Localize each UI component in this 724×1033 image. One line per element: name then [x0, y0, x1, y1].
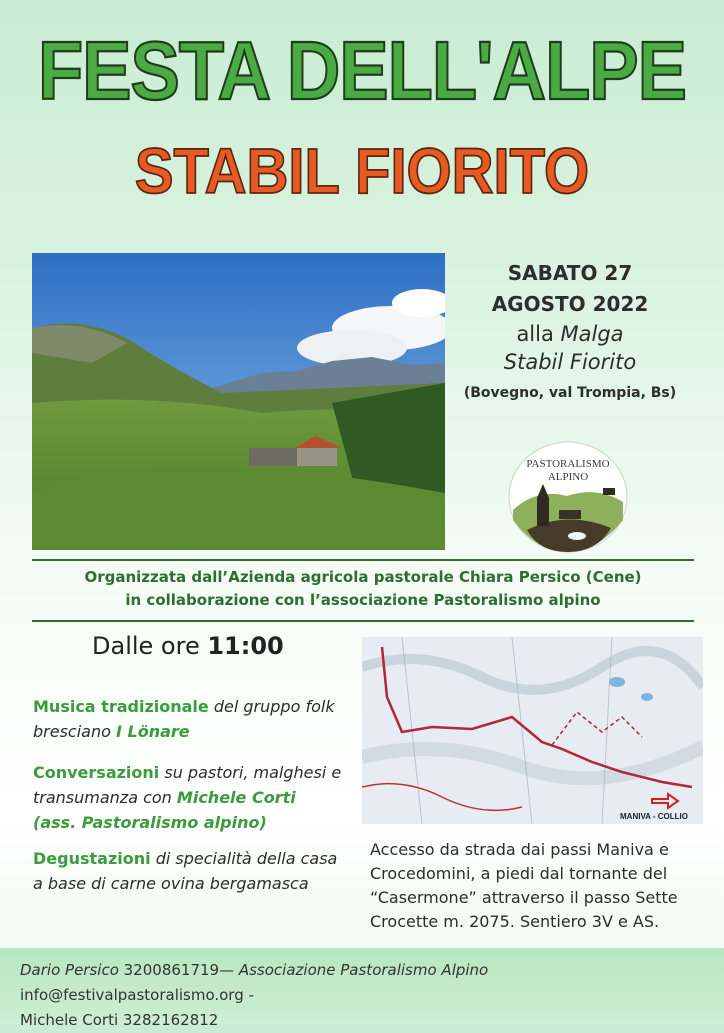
program-guest-affiliation: (ass. Pastoralismo alpino): [33, 813, 267, 832]
route-map: [362, 637, 703, 824]
organizer-line-2: in collaborazione con l’associazione Pastoralismo alpino: [125, 591, 601, 609]
start-time-value: 11:00: [207, 632, 284, 660]
event-date-place: [455, 258, 685, 406]
place-name-2: Stabil Fiorito: [503, 350, 637, 374]
program-item-talks: [33, 760, 358, 835]
program-key-tasting: Degustazioni: [33, 849, 151, 868]
program-key-talks: Conversazioni: [33, 763, 160, 782]
event-month-year: AGOSTO 2022: [491, 292, 649, 316]
program-text: del gruppo folk: [208, 697, 335, 716]
program-text: di specialità della casa: [150, 849, 338, 868]
access-directions: [370, 838, 700, 934]
program-text: su pastori, malghesi e: [159, 763, 342, 782]
contact-email: info@festivalpastoralismo.org -: [20, 986, 254, 1004]
program-guest: I Lönare: [115, 722, 190, 741]
start-time: [92, 632, 284, 660]
contact-separator: —: [219, 961, 239, 979]
event-location: (Bovegno, val Trompia, Bs): [463, 385, 677, 401]
place-intro: alla: [516, 322, 554, 346]
program-key-music: Musica tradizionale: [33, 697, 209, 716]
place-name: Malga: [560, 322, 624, 346]
contact-phone-2: 3282162812: [118, 1011, 219, 1029]
organizer-note: [32, 566, 694, 612]
association-name: Associazione Pastoralismo Alpino: [238, 961, 489, 979]
poster-subtitle: STABIL FIORITO: [134, 135, 590, 208]
event-place-name: [455, 348, 685, 376]
program-item-music: [33, 694, 358, 744]
divider-top: [32, 559, 694, 561]
event-day: SABATO 27: [507, 261, 633, 285]
logo-text-line2: ALPINO: [547, 471, 589, 483]
logo-text-line1: PASTORALISMO: [526, 458, 610, 470]
start-time-prefix: Dalle ore: [92, 632, 208, 660]
organizer-line-1: Organizzata dall’Azienda agricola pastorale Chiara Persico (Cene): [84, 568, 642, 586]
program-text: bresciano: [33, 722, 116, 741]
alpine-pasture-photo: [32, 253, 445, 550]
program-text: transumanza con: [33, 788, 177, 807]
access-line: “Casermone” attraverso il passo Sette: [370, 888, 678, 907]
program-item-tasting: [33, 846, 358, 896]
access-line: Crocedomini, a piedi dal tornante del: [370, 864, 668, 883]
contact-name-1: Dario Persico: [20, 961, 119, 979]
pastoralismo-alpino-logo: [507, 440, 629, 554]
event-place: [455, 320, 685, 348]
map-destination-label: MANIVA - COLLIO: [620, 812, 688, 821]
divider-bottom: [32, 620, 694, 622]
poster-title: FESTA DELL'ALPE: [37, 24, 687, 117]
access-line: Crocette m. 2075. Sentiero 3V e AS.: [370, 912, 660, 931]
program-text: a base di carne ovina bergamasca: [33, 874, 309, 893]
contact-name-2: Michele Corti: [20, 1011, 119, 1029]
access-line: Accesso da strada dai passi Maniva e: [370, 840, 669, 859]
footer-contacts: [20, 958, 710, 1033]
program-guest: Michele Corti: [176, 788, 296, 807]
contact-phone-1: 3200861719: [118, 961, 220, 979]
